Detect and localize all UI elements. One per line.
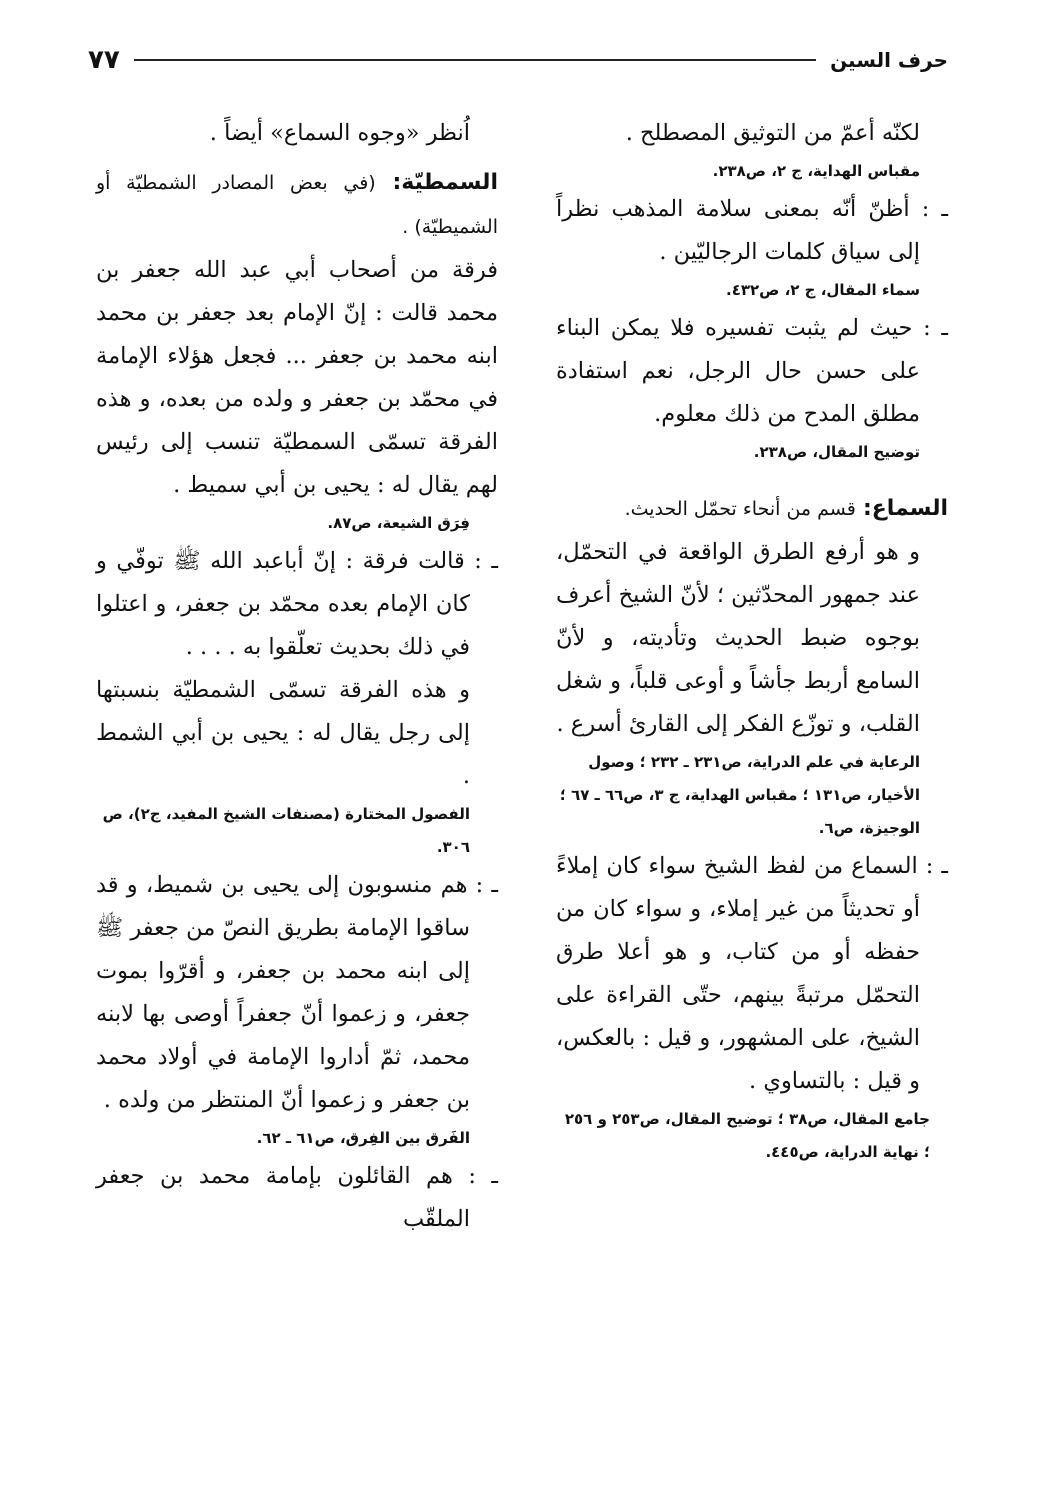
entry-heading [556, 487, 948, 531]
source-citation: الرعاية في علم الدراية، ص٢٣١ ـ ٢٣٢ ؛ وصول الأخيار، ص١٣١ ؛ مقباس الهداية، ج ٣، ص٦٦ ـ ٦٧ ؛ الوجيزة، ص٦. [559, 753, 920, 837]
spacer [556, 469, 948, 487]
paragraph: فرقة من أصحاب أبي عبد الله جعفر بن محمد قالت : إنّ الإمام بعد جعفر بن محمد ابنه محمد بن جعفر ... فجعل هؤلاء الإمامة في محمّد بن جعفر و ولده من بعده، و هذه الفرقة تسمّى السمطيّة تنسب إلى رئيس لهم يقال له : يحيى بن أبي سميط . [96, 257, 498, 498]
page-number: ٧٧ [88, 45, 120, 75]
header-rule [134, 59, 816, 61]
paragraph: و هذه الفرقة تسمّى الشمطيّة بنسبتها إلى رجل يقال له : يحيى بن أبي الشمط . [96, 677, 470, 789]
paragraph: ـ : هم منسوبون إلى يحيى بن شميط، و قد ساقوا الإمامة بطريق النصّ من جعفر ﷺ إلى ابنه محمد بن جعفر، و أقرّوا بموت جعفر، و زعموا أنّ جعفراً أوصى بها لابنه محمد، ثمّ أداروا الإمامة في أولاد محمد بن جعفر و زعموا أنّ المنتظر من ولده . [96, 872, 498, 1113]
paragraph: ـ : قالت فرقة : إنّ أباعبد الله ﷺ توفّي و كان الإمام بعده محمّد بن جعفر، و اعتلوا في ذلك بحديث تعلّقوا به . . . . [96, 548, 498, 660]
source-citation: جامع المقال، ص٣٨ ؛ توضيح المقال، ص٢٥٣ و ٢٥٦ ؛ نهاية الدراية، ص٤٤٥. [564, 1110, 930, 1161]
source-citation: الفصول المختارة (مصنفات الشيخ المفيد، ج٢)، ص ٣٠٦. [102, 805, 470, 856]
entry-definition: قسم من أنحاء تحمّل الحديث. [624, 498, 856, 520]
entry-definition: (في بعض المصادر الشمطيّة أو الشميطيّة) . [96, 172, 498, 238]
paragraph: ـ : السماع من لفظ الشيخ سواء كان إملاءً أو تحديثاً من غير إملاء، و سواء كان من حفظه أو من كتاب، و هو أعلا طرق التحمّل مرتبةً بينهم، حتّى القراءة على الشيخ، على المشهور، و قيل : بالعكس، و قيل : بالتساوي . [556, 853, 948, 1094]
entry-term: السماع: [862, 496, 948, 521]
entry-term: السمطيّة: [392, 170, 498, 195]
paragraph: لكنّه أعمّ من التوثيق المصطلح . [625, 120, 920, 146]
paragraph: ـ : هم القائلون بإمامة محمد بن جعفر الملقّب [96, 1163, 498, 1232]
left-column [96, 112, 498, 1454]
source-citation: الفَرق بين الفِرق، ص٦١ ـ ٦٢. [256, 1129, 470, 1147]
paragraph: ـ : حيث لم يثبت تفسيره فلا يمكن البناء على حسن حال الرجل، نعم استفادة مطلق المدح من ذلك معلوم. [556, 315, 948, 427]
source-citation: سماء المقال، ج ٢، ص٤٣٢. [726, 281, 920, 299]
chapter-title: حرف السين [830, 48, 948, 72]
source-citation: مقباس الهداية، ج ٢، ص٢٣٨. [712, 162, 920, 180]
entry-heading [96, 161, 498, 249]
source-citation: فِرَق الشيعة، ص٨٧. [327, 514, 470, 532]
page-header [88, 40, 948, 80]
source-citation: توضيح المقال، ص٢٣٨. [753, 443, 920, 461]
paragraph: و هو أرفع الطرق الواقعة في التحمّل، عند جمهور المحدّثين ؛ لأنّ الشيخ أعرف بوجوه ضبط الحديث وتأديته، و لأنّ السامع أربط جأشاً و أوعى قلباً، و شغل القلب، و توزّع الفكر إلى القارئ أسرع . [556, 539, 920, 737]
right-column [556, 112, 948, 1454]
paragraph: ـ : أظنّ أنّه بمعنى سلامة المذهب نظراً إلى سياق كلمات الرجاليّين . [556, 196, 948, 265]
paragraph: اُنظر «وجوه السماع» أيضاً . [209, 120, 470, 146]
